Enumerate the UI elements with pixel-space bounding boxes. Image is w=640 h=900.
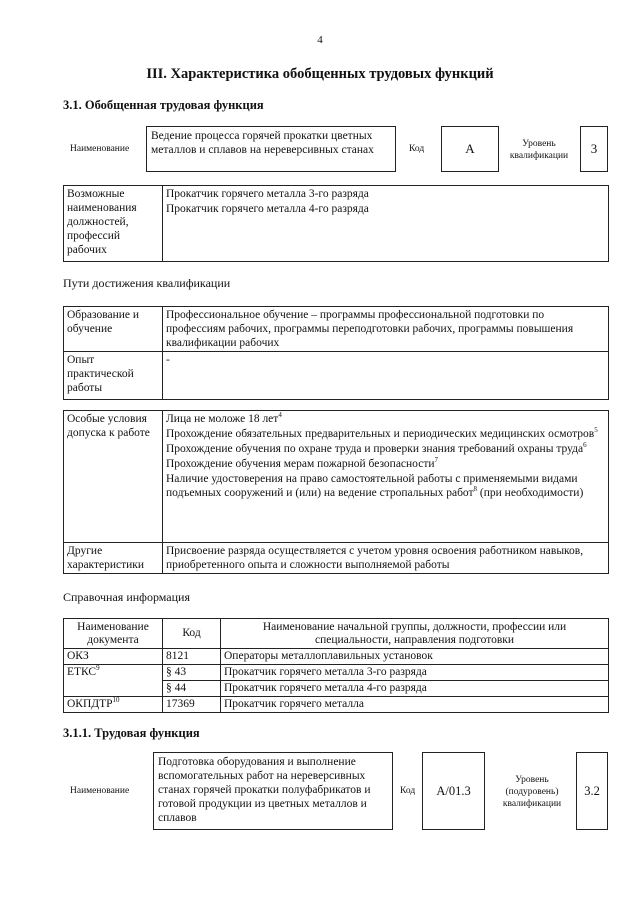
gtf-level-value: 3 bbox=[580, 126, 608, 172]
okpdtr-doc: ОКПДТР$^{10}$ bbox=[64, 697, 163, 713]
gtf-code-value: А bbox=[441, 126, 499, 172]
page-number: 4 bbox=[317, 34, 323, 46]
conditions-label: Особые условия допуска к работе bbox=[64, 411, 163, 543]
education-label: Образование и обучение bbox=[64, 307, 163, 352]
conditions-list bbox=[163, 411, 609, 543]
okz-code: 8121 bbox=[163, 649, 221, 665]
condition-item: Прохождение обучения по охране труда и проверки знания требований охраны труда$^6$ bbox=[166, 441, 587, 455]
etks-code: § 44 bbox=[163, 681, 221, 697]
condition-item: Прохождение обязательных предварительных и периодических медицинских осмотров$^5$ bbox=[166, 426, 598, 440]
table-row bbox=[64, 681, 609, 697]
table-row bbox=[64, 665, 609, 681]
tf-heading: 3.1.1. Трудовая функция bbox=[63, 726, 200, 740]
condition-item: Наличие удостоверения на право самостоятельной работы с применяемыми видами подъемных сооружений и (или) на ведение стропальных работ$^8$ (при необходимости) bbox=[166, 473, 584, 499]
okpdtr-code: 17369 bbox=[163, 697, 221, 713]
okz-doc: ОКЗ bbox=[64, 649, 163, 665]
table-row bbox=[64, 697, 609, 713]
education-value: Профессиональное обучение – программы профессиональной подготовки по профессиям рабочих, программы переподготовки рабочих, программы повышения квалификации рабочих bbox=[163, 307, 609, 352]
tf-level-value: 3.2 bbox=[576, 752, 608, 830]
gtf-code-label: Код bbox=[409, 144, 425, 154]
position-item: Прокатчик горячего металла 3-го разряда bbox=[166, 188, 369, 200]
tf-name-label: Наименование bbox=[70, 786, 130, 796]
okz-name: Операторы металлоплавильных установок bbox=[221, 649, 609, 665]
other-label: Другие характеристики bbox=[64, 543, 163, 574]
okpdtr-name: Прокатчик горячего металла bbox=[221, 697, 609, 713]
tf-name-value: Подготовка оборудования и выполнение вспомогательных работ на нереверсивных станах горячей прокатки полуфабрикатов и готовой продукции из цветных металлов и сплавов bbox=[153, 752, 393, 830]
positions-label: Возможные наименования должностей, профессий рабочих bbox=[64, 186, 163, 262]
gtf-name-label: Наименование bbox=[70, 144, 130, 154]
etks-name: Прокатчик горячего металла 3-го разряда bbox=[221, 665, 609, 681]
experience-label: Опыт практической работы bbox=[64, 352, 163, 400]
col-doc-header: Наименование документа bbox=[64, 619, 163, 649]
reference-table bbox=[63, 618, 609, 713]
qualification-table bbox=[63, 306, 609, 400]
section-title: III. Характеристика обобщенных трудовых функций bbox=[146, 66, 494, 82]
col-code-header: Код bbox=[163, 619, 221, 649]
positions-table bbox=[63, 185, 609, 262]
etks-name: Прокатчик горячего металла 4-го разряда bbox=[221, 681, 609, 697]
position-item: Прокатчик горячего металла 4-го разряда bbox=[166, 203, 369, 215]
conditions-table bbox=[63, 410, 609, 574]
col-name-header: Наименование начальной группы, должности, профессии или специальности, направления подготовки bbox=[221, 619, 609, 649]
condition-item: Лица не моложе 18 лет$^4$ bbox=[166, 411, 282, 425]
other-value: Присвоение разряда осуществляется с учетом уровня освоения работником навыков, приобретенного опыта и сложности выполняемой работы bbox=[163, 543, 609, 574]
gtf-name-value: Ведение процесса горячей прокатки цветных металлов и сплавов на нереверсивных станах bbox=[146, 126, 396, 172]
reference-heading: Справочная информация bbox=[63, 590, 190, 604]
tf-level-label: Уровень (подуровень) квалификации bbox=[502, 775, 562, 809]
experience-value: - bbox=[163, 352, 609, 400]
tf-code-label: Код bbox=[400, 786, 416, 796]
etks-code: § 43 bbox=[163, 665, 221, 681]
table-row bbox=[64, 649, 609, 665]
gtf-level-label: Уровень квалификации bbox=[509, 139, 569, 161]
tf-code-value: A/01.3 bbox=[422, 752, 485, 830]
etks-doc: ЕТКС$^9$ bbox=[64, 665, 163, 681]
gtf-heading: 3.1. Обобщенная трудовая функция bbox=[63, 98, 264, 112]
positions-list bbox=[163, 186, 609, 262]
condition-item: Прохождение обучения мерам пожарной безопасности$^7$ bbox=[166, 456, 439, 470]
paths-heading: Пути достижения квалификации bbox=[63, 276, 231, 290]
